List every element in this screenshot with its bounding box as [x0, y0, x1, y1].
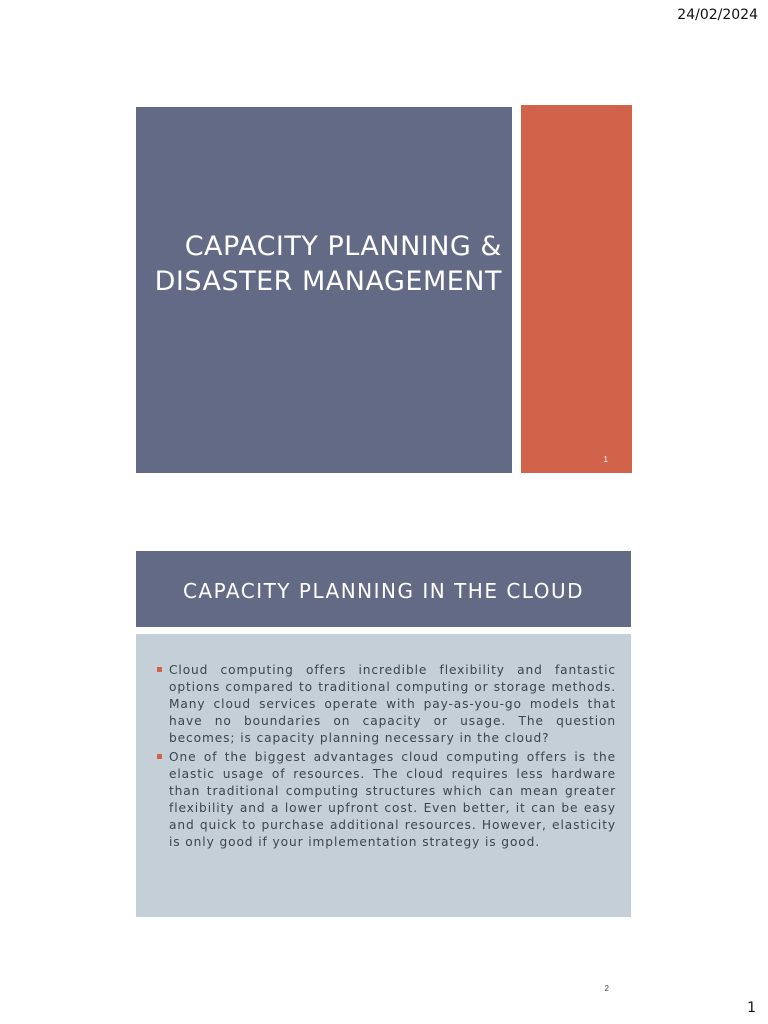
bullet-item	[157, 662, 616, 747]
bullet-text: One of the biggest advantages cloud computing offers is the elastic usage of resources. The cloud requires less hardware than traditional computing structures which can mean greater flexibility and a lower upfront cost. Even better, it can be easy and quick to purchase additional resources. However, elasticity is only good if your implementation strategy is good.	[169, 750, 616, 849]
slide-1-title	[142, 229, 502, 299]
slide-2-body	[136, 634, 631, 993]
slide-1-title-line-1: CAPACITY PLANNING &	[184, 231, 502, 262]
slide-2-title: CAPACITY PLANNING IN THE CLOUD	[182, 579, 585, 603]
slide-1-number: 1	[603, 455, 608, 464]
slide-1-title-panel	[136, 107, 512, 473]
slide-2-number: 2	[604, 984, 609, 993]
square-bullet-icon	[157, 667, 162, 672]
slide-2-bullet-list	[157, 662, 616, 853]
slide-1-title-line-2: DISASTER MANAGEMENT	[154, 266, 502, 297]
bullet-text: Cloud computing offers incredible flexibility and fantastic options compared to traditional computing or storage methods. Many cloud services operate with pay-as-you-go models that have no boundaries on capacity or usage. The question becomes; is capacity planning necessary in the cloud?	[169, 663, 616, 745]
slide-2-header	[136, 551, 631, 627]
slide-1-accent-panel	[521, 105, 632, 473]
bullet-item	[157, 749, 616, 851]
slide-2	[136, 551, 631, 993]
print-date: 24/02/2024	[677, 7, 758, 23]
page-number: 1	[747, 1000, 756, 1016]
square-bullet-icon	[157, 754, 162, 759]
slide-1	[136, 105, 632, 473]
